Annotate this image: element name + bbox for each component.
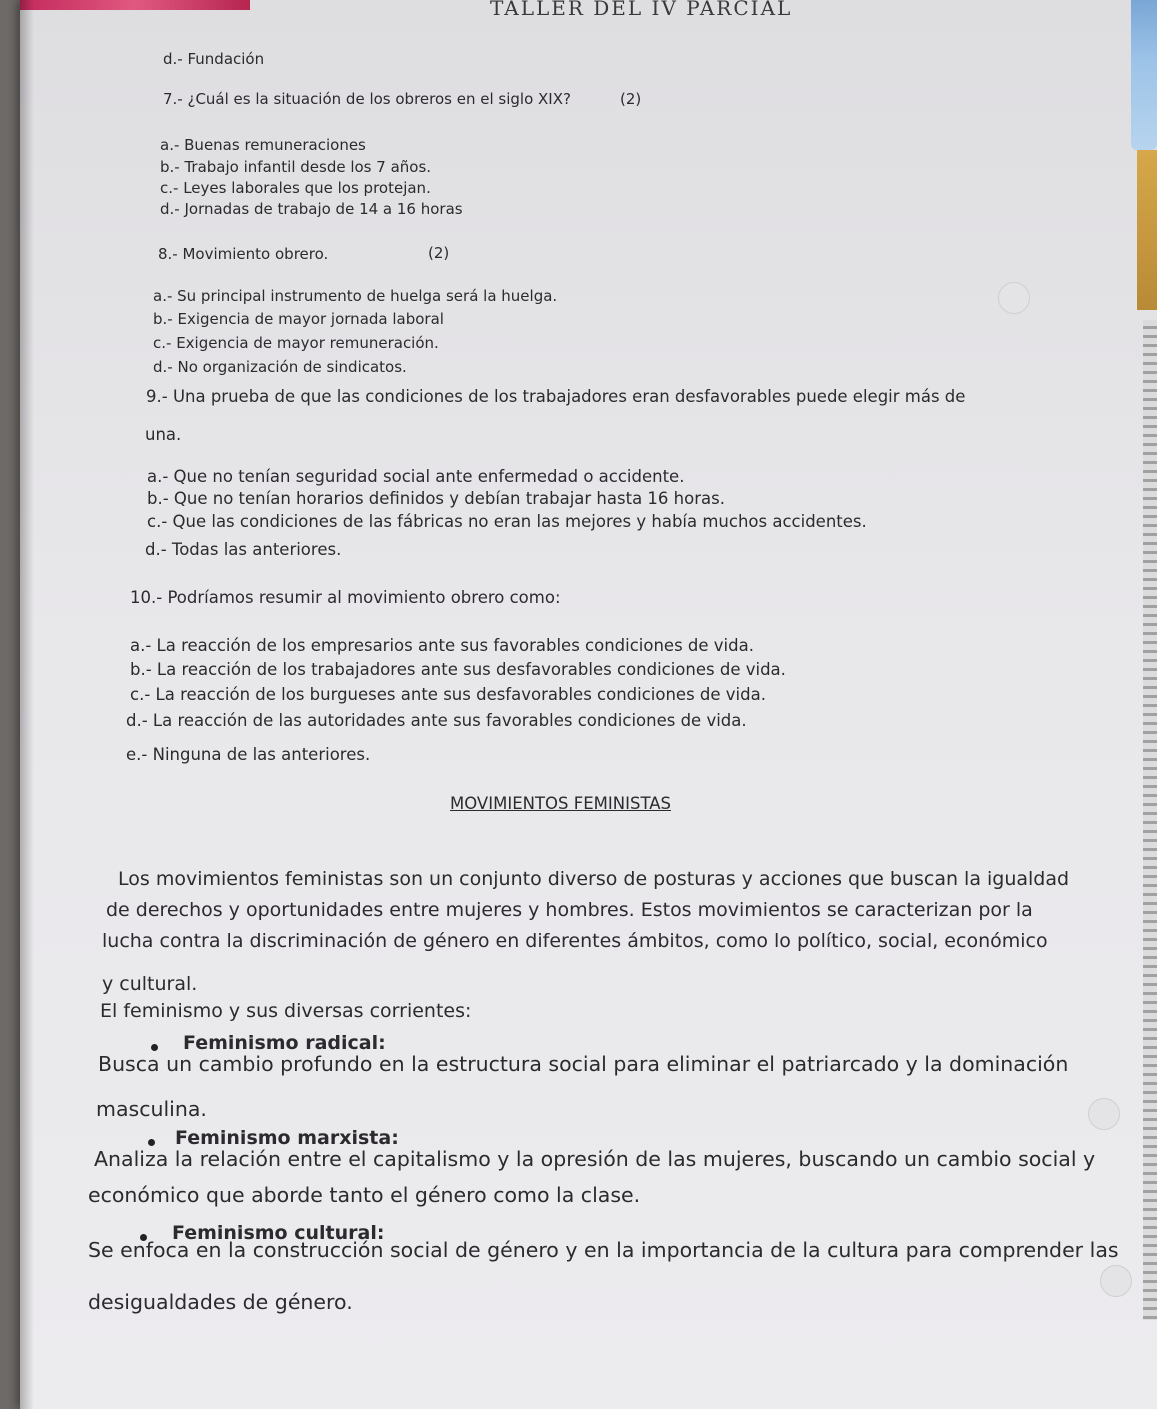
punch-hole (1088, 1098, 1120, 1130)
bullet-icon (148, 1139, 155, 1146)
punch-hole (1100, 1265, 1132, 1297)
worksheet-page (20, 0, 1157, 1409)
notebook-spiral (1143, 320, 1157, 1320)
binder-strip (20, 0, 250, 10)
page-edge-shadow (20, 0, 34, 1409)
q9-option-d: d.- Todas las anteriores. (145, 540, 342, 559)
q10-option-d: d.- La reacción de las autoridades ante sus favorables condiciones de vida. (126, 711, 747, 730)
q7-option-a: a.- Buenas remuneraciones (160, 136, 366, 154)
current-marxist-name: Feminismo marxista: (175, 1127, 399, 1149)
intro-line-1: Los movimientos feministas son un conjunto diverso de posturas y acciones que buscan la igualdad (118, 868, 1070, 890)
q8-option-d: d.- No organización de sindicatos. (153, 358, 407, 376)
punch-hole (998, 282, 1030, 314)
q7-option-d: d.- Jornadas de trabajo de 14 a 16 horas (160, 200, 463, 218)
q9-option-b: b.- Que no tenían horarios definidos y debían trabajar hasta 16 horas. (147, 489, 725, 508)
q8-points: (2) (428, 244, 450, 262)
q10-option-a: a.- La reacción de los empresarios ante sus favorables condiciones de vida. (130, 636, 754, 655)
q10-option-e: e.- Ninguna de las anteriores. (126, 745, 371, 764)
current-marxist-line-2: económico que aborde tanto el género como la clase. (88, 1183, 641, 1207)
q8-option-a: a.- Su principal instrumento de huelga será la huelga. (153, 287, 558, 305)
q7-points: (2) (620, 90, 642, 108)
pen-cap-object (1137, 150, 1157, 310)
intro-line-2: de derechos y oportunidades entre mujeres y hombres. Estos movimientos se caracterizan por la (106, 899, 1033, 921)
q10-option-b: b.- La reacción de los trabajadores ante sus desfavorables condiciones de vida. (130, 660, 786, 679)
intro-line-3: lucha contra la discriminación de género en diferentes ámbitos, como lo político, social, económico (102, 930, 1048, 952)
current-radical-name: Feminismo radical: (183, 1032, 386, 1054)
current-cultural-name: Feminismo cultural: (172, 1222, 385, 1244)
section-title: MOVIMIENTOS FEMINISTAS (450, 794, 672, 813)
current-cultural-line-2: desigualdades de género. (88, 1290, 353, 1314)
bullet-icon (151, 1044, 158, 1051)
q9-option-c: c.- Que las condiciones de las fábricas no eran las mejores y había muchos accidentes. (147, 512, 867, 531)
q10-option-c: c.- La reacción de los burgueses ante sus desfavorables condiciones de vida. (130, 685, 766, 704)
current-radical-line-2: masculina. (96, 1097, 207, 1121)
worksheet-header: TALLER DEL IV PARCIAL (490, 0, 793, 20)
q10-question: 10.- Podríamos resumir al movimiento obrero como: (130, 588, 561, 607)
q7-question: 7.- ¿Cuál es la situación de los obreros en el siglo XIX? (163, 90, 571, 108)
q9-question-line2: una. (145, 425, 182, 444)
current-marxist-line-1: Analiza la relación entre el capitalismo y la opresión de las mujeres, buscando un cambio social y (94, 1147, 1096, 1171)
q9-question-line1: 9.- Una prueba de que las condiciones de los trabajadores eran desfavorables puede elegir más de (146, 387, 966, 406)
currents-heading: El feminismo y sus diversas corrientes: (100, 1000, 472, 1022)
q8-option-b: b.- Exigencia de mayor jornada laboral (153, 310, 444, 328)
pen-object (1131, 0, 1157, 150)
q8-question: 8.- Movimiento obrero. (158, 245, 329, 263)
q8-option-c: c.- Exigencia de mayor remuneración. (153, 334, 439, 352)
q7-option-c: c.- Leyes laborales que los protejan. (160, 179, 431, 197)
q9-option-a: a.- Que no tenían seguridad social ante enfermedad o accidente. (147, 467, 685, 486)
q6-option-d: d.- Fundación (163, 50, 265, 68)
current-cultural-line-1: Se enfoca en la construcción social de género y en la importancia de la cultura para comprender las (88, 1238, 1119, 1262)
q7-option-b: b.- Trabajo infantil desde los 7 años. (160, 158, 432, 176)
intro-line-4: y cultural. (102, 973, 198, 995)
current-radical-line-1: Busca un cambio profundo en la estructura social para eliminar el patriarcado y la dominación (98, 1052, 1069, 1076)
